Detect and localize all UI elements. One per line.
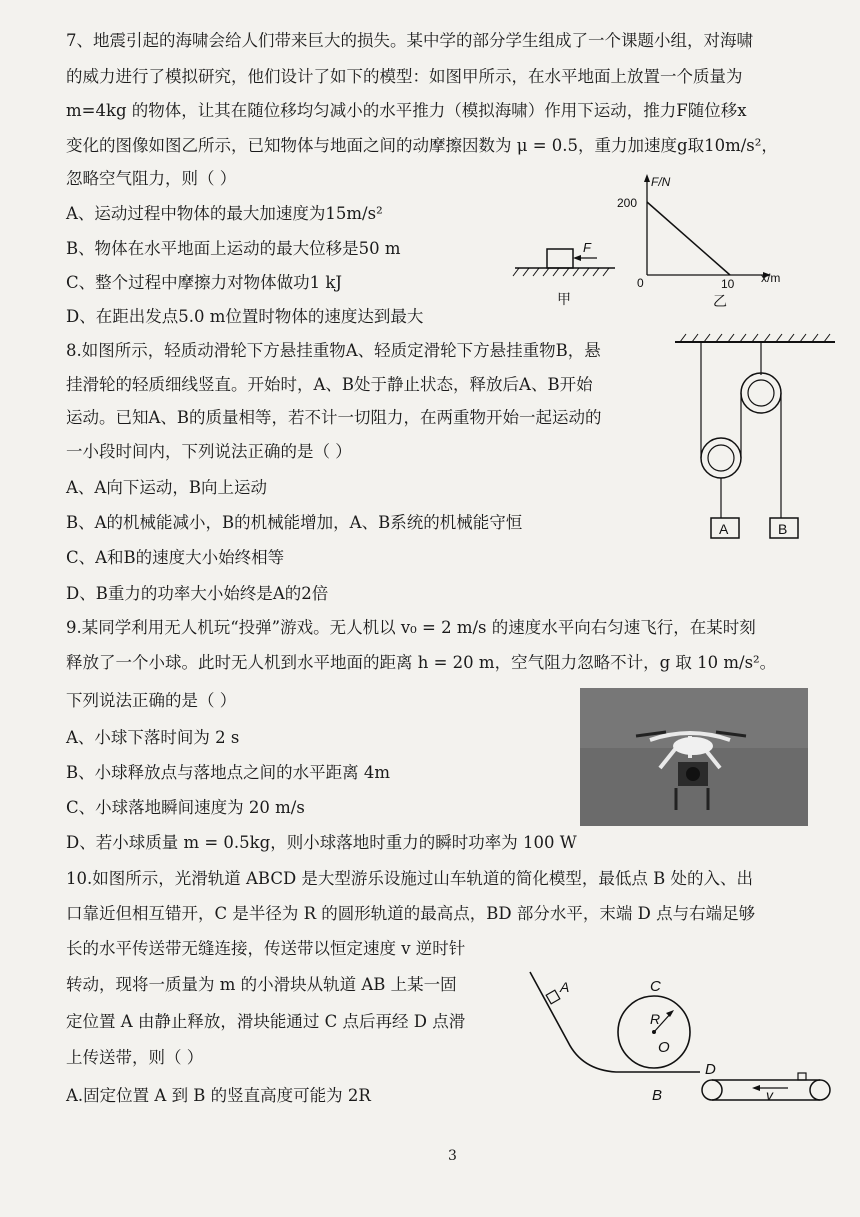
q9-option-d: D、若小球质量 m = 0.5kg，则小球落地时重力的瞬时功率为 100 W <box>66 833 577 852</box>
page-number: 3 <box>448 1148 457 1164</box>
radius-label: R <box>650 1011 661 1027</box>
q7-origin: 0 <box>637 276 644 290</box>
weight-b-label: B <box>778 521 788 537</box>
point-a-label: A <box>560 979 570 995</box>
q8-line-4: 一小段时间内，下列说法正确的是（ ） <box>66 442 352 461</box>
q8-option-d: D、B重力的功率大小始终是A的2倍 <box>66 584 329 603</box>
belt-speed-label: v <box>766 1087 773 1103</box>
q9-line-1: 9.某同学利用无人机玩“投弹”游戏。无人机以 v₀ = 2 m/s 的速度水平向右匀速飞行，在某时刻 <box>66 618 756 637</box>
q9-option-a: A、小球下落时间为 2 s <box>66 728 240 747</box>
q7-caption-yi: 乙 <box>713 293 727 309</box>
q8-pulley-figure <box>670 330 845 545</box>
q7-figure <box>505 170 825 315</box>
q8-line-3: 运动。已知A、B的质量相等，若不计一切阻力，在两重物开始一起运动的 <box>66 408 602 427</box>
q7-line-2: 的威力进行了模拟研究，他们设计了如下的模型：如图甲所示，在水平地面上放置一个质量为 <box>66 67 743 86</box>
q10-line-4: 转动，现将一质量为 m 的小滑块从轨道 AB 上某一固 <box>66 975 457 994</box>
q7-y-tick: 200 <box>617 196 638 210</box>
point-b-label: B <box>652 1087 663 1104</box>
q8-option-a: A、A向下运动，B向上运动 <box>66 478 267 497</box>
q8-line-1: 8.如图所示，轻质动滑轮下方悬挂重物A、轻质定滑轮下方悬挂重物B，悬 <box>66 341 601 360</box>
conveyor-roller-right <box>810 1080 830 1100</box>
q7-option-d: D、在距出发点5.0 m位置时物体的速度达到最大 <box>66 307 424 326</box>
q8-line-2: 挂滑轮的轻质细线竖直。开始时，A、B处于静止状态，释放后A、B开始 <box>66 375 593 394</box>
q7-x-axis-label: x/m <box>761 271 781 285</box>
fixed-pulley <box>741 373 781 413</box>
q7-line-1: 7、地震引起的海啸会给人们带来巨大的损失。某中学的部分学生组成了一个课题小组，对海啸 <box>66 31 753 50</box>
q9-line-2: 释放了一个小球。此时无人机到水平地面的距离 h = 20 m，空气阻力忽略不计，g 取 10 m/s²。 <box>66 653 777 672</box>
q7-graph-yi <box>617 174 780 309</box>
q10-track-figure <box>520 960 840 1105</box>
q8-option-c: C、A和B的速度大小始终相等 <box>66 548 285 567</box>
q10-line-5: 定位置 A 由静止释放，滑块能通过 C 点后再经 D 点滑 <box>66 1012 466 1031</box>
q7-line-4: 变化的图像如图乙所示，已知物体与地面之间的动摩擦因数为 μ = 0.5，重力加速度g取10m/s²， <box>66 136 778 155</box>
q9-option-b: B、小球释放点与落地点之间的水平距离 4m <box>66 763 391 782</box>
q9-option-c: C、小球落地瞬间速度为 20 m/s <box>66 798 305 817</box>
q7-force-label: F <box>583 240 591 255</box>
q7-caption-jia: 甲 <box>557 291 571 307</box>
drone-photo <box>580 688 808 826</box>
q7-y-axis-label: F/N <box>651 175 671 189</box>
q10-line-1: 10.如图所示，光滑轨道 ABCD 是大型游乐设施过山车轨道的简化模型，最低点 B 处的入、出 <box>66 869 754 888</box>
q10-line-3: 长的水平传送带无缝连接，传送带以恒定速度 v 逆时针 <box>66 939 466 958</box>
q7-x-tick: 10 <box>721 277 735 291</box>
point-c-label: C <box>650 978 661 995</box>
q10-line-6: 上传送带，则（ ） <box>66 1048 204 1067</box>
point-d-label: D <box>705 1061 716 1078</box>
slider-block <box>546 990 560 1004</box>
q7-line-3: m=4kg 的物体，让其在随位移均匀减小的水平推力（模拟海啸）作用下运动，推力F随位移x <box>66 101 747 120</box>
conveyor-roller-left <box>702 1080 722 1100</box>
track-ab <box>530 972 700 1072</box>
q7-option-b: B、物体在水平地面上运动的最大位移是50 m <box>66 239 401 258</box>
q10-line-2: 口靠近但相互错开，C 是半径为 R 的圆形轨道的最高点，BD 部分水平，末端 D 点与右端足够 <box>66 904 756 923</box>
q7-force-line <box>647 202 730 275</box>
q10-option-a: A.固定位置 A 到 B 的竖直高度可能为 2R <box>66 1086 371 1105</box>
q9-line-3: 下列说法正确的是（ ） <box>66 691 237 710</box>
q7-option-c: C、整个过程中摩擦力对物体做功1 kJ <box>66 273 342 292</box>
q7-figure-jia <box>513 240 615 307</box>
movable-pulley <box>701 438 741 478</box>
q8-option-b: B、A的机械能减小，B的机械能增加，A、B系统的机械能守恒 <box>66 513 523 532</box>
weight-a-label: A <box>719 521 729 537</box>
q7-option-a: A、运动过程中物体的最大加速度为15m/s² <box>66 204 383 223</box>
q7-line-5: 忽略空气阻力，则（ ） <box>66 169 237 188</box>
center-o-label: O <box>658 1039 670 1056</box>
